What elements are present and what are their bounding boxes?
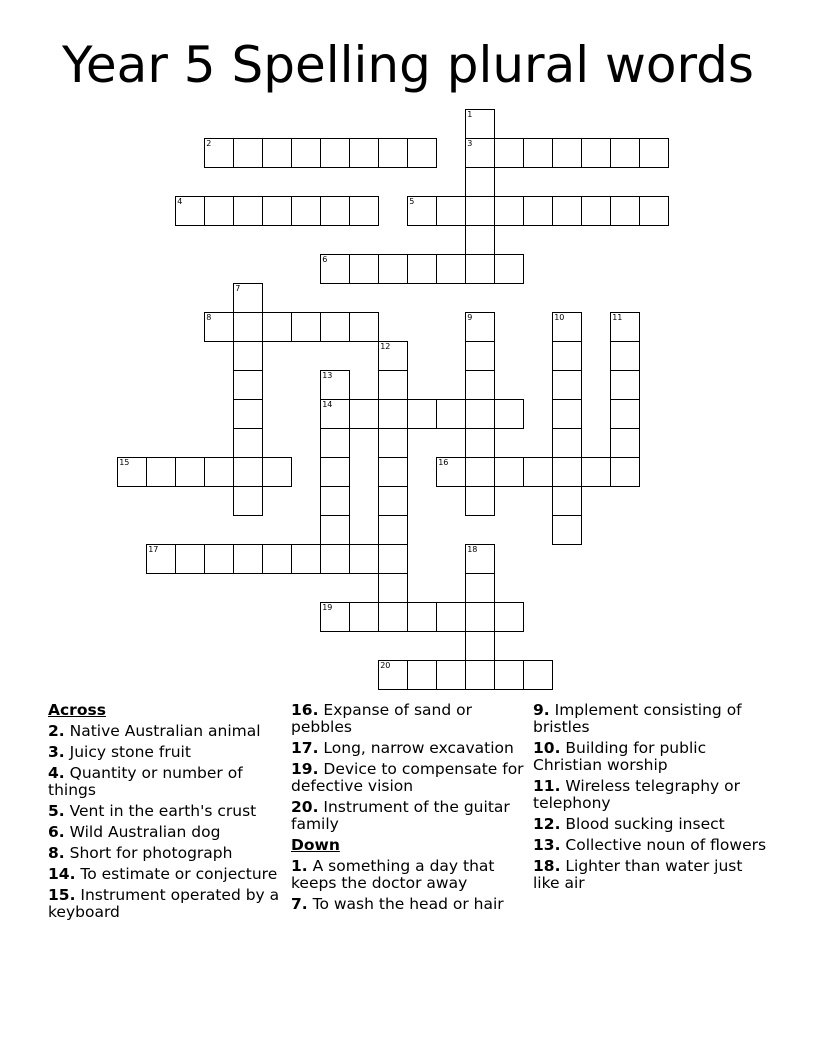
grid-cell[interactable] (204, 312, 234, 342)
clue-down-1: 1. A something a day that keeps the doctor away (291, 857, 495, 892)
grid-cell[interactable] (494, 602, 524, 632)
grid-cell[interactable] (494, 196, 524, 226)
grid-cell[interactable] (523, 196, 553, 226)
clue-number: 9 (467, 313, 473, 323)
clue-across-16: 16. Expanse of sand or pebbles (291, 701, 472, 736)
grid-cell[interactable] (581, 138, 611, 168)
grid-cell[interactable] (349, 312, 379, 342)
grid-cell[interactable] (320, 602, 350, 632)
clue-number: 3 (467, 139, 473, 149)
clue-number: 4 (177, 197, 183, 207)
grid-cell[interactable] (436, 254, 466, 284)
clues-column-2 (291, 700, 526, 917)
grid-cell[interactable] (610, 138, 640, 168)
grid-cell[interactable] (320, 370, 350, 400)
clue-number: 10 (554, 313, 565, 323)
grid-cell[interactable] (465, 196, 495, 226)
grid-cell[interactable] (465, 225, 495, 255)
grid-cell[interactable] (552, 515, 582, 545)
clues-column-1 (48, 700, 280, 925)
grid-cell[interactable] (378, 399, 408, 429)
grid-cell[interactable] (523, 457, 553, 487)
clues-column-3 (533, 700, 773, 896)
clue-number: 6 (322, 255, 328, 265)
grid-cell[interactable] (436, 196, 466, 226)
grid-cell[interactable] (175, 544, 205, 574)
grid-cell[interactable] (465, 399, 495, 429)
grid-cell[interactable] (291, 544, 321, 574)
grid-cell[interactable] (639, 196, 669, 226)
grid-cell[interactable] (407, 254, 437, 284)
grid-cell[interactable] (233, 399, 263, 429)
grid-cell[interactable] (581, 457, 611, 487)
grid-cell[interactable] (552, 138, 582, 168)
grid-cell[interactable] (465, 312, 495, 342)
clue-number: 7 (235, 284, 241, 294)
grid-cell[interactable] (465, 573, 495, 603)
clue-across-2: 2. Native Australian animal (48, 722, 261, 740)
grid-cell[interactable] (494, 457, 524, 487)
grid-cell[interactable] (320, 196, 350, 226)
grid-cell[interactable] (262, 196, 292, 226)
grid-cell[interactable] (320, 486, 350, 516)
clue-across-17: 17. Long, narrow excavation (291, 739, 514, 757)
grid-cell[interactable] (204, 457, 234, 487)
clue-number: 5 (409, 197, 415, 207)
grid-cell[interactable] (204, 196, 234, 226)
clue-number: 2 (206, 139, 212, 149)
grid-cell[interactable] (465, 109, 495, 139)
grid-cell[interactable] (378, 573, 408, 603)
grid-cell[interactable] (610, 341, 640, 371)
grid-cell[interactable] (465, 486, 495, 516)
clue-number: 17 (148, 545, 159, 555)
grid-cell[interactable] (349, 602, 379, 632)
grid-cell[interactable] (465, 457, 495, 487)
grid-cell[interactable] (146, 457, 176, 487)
grid-cell[interactable] (436, 457, 466, 487)
grid-cell[interactable] (523, 660, 553, 690)
clue-across-8: 8. Short for photograph (48, 844, 233, 862)
grid-cell[interactable] (378, 341, 408, 371)
grid-cell[interactable] (320, 138, 350, 168)
grid-cell[interactable] (494, 138, 524, 168)
grid-cell[interactable] (407, 660, 437, 690)
grid-cell[interactable] (233, 341, 263, 371)
clue-across-19: 19. Device to compensate for defective vision (291, 760, 524, 795)
grid-cell[interactable] (610, 399, 640, 429)
grid-cell[interactable] (320, 312, 350, 342)
grid-cell[interactable] (320, 544, 350, 574)
grid-cell[interactable] (378, 138, 408, 168)
clue-across-4: 4. Quantity or number of things (48, 764, 243, 799)
grid-cell[interactable] (494, 660, 524, 690)
grid-cell[interactable] (494, 254, 524, 284)
grid-cell[interactable] (233, 544, 263, 574)
page-title: Year 5 Spelling plural words (62, 36, 754, 94)
clue-down-13: 13. Collective noun of flowers (533, 836, 767, 854)
grid-cell[interactable] (378, 515, 408, 545)
grid-cell[interactable] (117, 457, 147, 487)
grid-cell[interactable] (349, 254, 379, 284)
grid-cell[interactable] (233, 138, 263, 168)
grid-cell[interactable] (465, 631, 495, 661)
grid-cell[interactable] (552, 196, 582, 226)
grid-cell[interactable] (291, 312, 321, 342)
grid-cell[interactable] (320, 254, 350, 284)
grid-cell[interactable] (494, 399, 524, 429)
grid-cell[interactable] (291, 138, 321, 168)
grid-cell[interactable] (320, 457, 350, 487)
grid-cell[interactable] (233, 457, 263, 487)
grid-cell[interactable] (407, 399, 437, 429)
grid-cell[interactable] (262, 544, 292, 574)
grid-cell[interactable] (233, 486, 263, 516)
grid-cell[interactable] (320, 399, 350, 429)
clue-across-6: 6. Wild Australian dog (48, 823, 221, 841)
grid-cell[interactable] (262, 457, 292, 487)
clue-number: 18 (467, 545, 478, 555)
grid-cell[interactable] (233, 370, 263, 400)
grid-cell[interactable] (436, 660, 466, 690)
grid-cell[interactable] (581, 196, 611, 226)
grid-cell[interactable] (291, 196, 321, 226)
grid-cell[interactable] (610, 196, 640, 226)
grid-cell[interactable] (610, 312, 640, 342)
grid-cell[interactable] (233, 428, 263, 458)
grid-cell[interactable] (349, 544, 379, 574)
grid-cell[interactable] (610, 428, 640, 458)
clue-down-18: 18. Lighter than water just like air (533, 857, 743, 892)
grid-cell[interactable] (262, 138, 292, 168)
clue-number: 14 (322, 400, 333, 410)
grid-cell[interactable] (552, 312, 582, 342)
grid-cell[interactable] (175, 457, 205, 487)
grid-cell[interactable] (378, 428, 408, 458)
clue-down-11: 11. Wireless telegraphy or telephony (533, 777, 740, 812)
clue-number: 11 (612, 313, 623, 323)
clue-number: 16 (438, 458, 449, 468)
clue-across-3: 3. Juicy stone fruit (48, 743, 191, 761)
grid-cell[interactable] (552, 399, 582, 429)
clue-across-20: 20. Instrument of the guitar family (291, 798, 510, 833)
clue-down-7: 7. To wash the head or hair (291, 895, 504, 913)
clue-across-14: 14. To estimate or conjecture (48, 865, 278, 883)
across-heading: Across (48, 701, 106, 719)
clue-number: 12 (380, 342, 391, 352)
clue-down-10: 10. Building for public Christian worship (533, 739, 707, 774)
grid-cell[interactable] (320, 428, 350, 458)
grid-cell[interactable] (233, 312, 263, 342)
grid-cell[interactable] (407, 196, 437, 226)
grid-cell[interactable] (204, 138, 234, 168)
clue-across-5: 5. Vent in the earth's crust (48, 802, 257, 820)
grid-cell[interactable] (233, 283, 263, 313)
grid-cell[interactable] (639, 138, 669, 168)
grid-cell[interactable] (378, 544, 408, 574)
grid-cell[interactable] (552, 457, 582, 487)
clue-number: 15 (119, 458, 130, 468)
grid-cell[interactable] (436, 399, 466, 429)
grid-cell[interactable] (465, 660, 495, 690)
grid-cell[interactable] (552, 370, 582, 400)
grid-cell[interactable] (378, 254, 408, 284)
grid-cell[interactable] (262, 312, 292, 342)
grid-cell[interactable] (465, 341, 495, 371)
grid-cell[interactable] (610, 370, 640, 400)
grid-cell[interactable] (204, 544, 234, 574)
grid-cell[interactable] (465, 544, 495, 574)
grid-cell[interactable] (552, 341, 582, 371)
grid-cell[interactable] (378, 370, 408, 400)
grid-cell[interactable] (146, 544, 176, 574)
clue-number: 20 (380, 661, 391, 671)
grid-cell[interactable] (523, 138, 553, 168)
grid-cell[interactable] (436, 602, 466, 632)
grid-cell[interactable] (407, 138, 437, 168)
grid-cell[interactable] (465, 167, 495, 197)
grid-cell[interactable] (378, 660, 408, 690)
grid-cell[interactable] (349, 196, 379, 226)
grid-cell[interactable] (465, 428, 495, 458)
grid-cell[interactable] (320, 515, 350, 545)
grid-cell[interactable] (610, 457, 640, 487)
grid-cell[interactable] (465, 602, 495, 632)
clue-across-15: 15. Instrument operated by a keyboard (48, 886, 280, 921)
clue-number: 13 (322, 371, 333, 381)
grid-cell[interactable] (378, 602, 408, 632)
grid-cell[interactable] (233, 196, 263, 226)
grid-cell[interactable] (349, 399, 379, 429)
grid-cell[interactable] (378, 486, 408, 516)
clue-number: 1 (467, 110, 473, 120)
grid-cell[interactable] (378, 457, 408, 487)
clue-number: 19 (322, 603, 333, 613)
grid-cell[interactable] (349, 138, 379, 168)
clue-number: 8 (206, 313, 212, 323)
grid-cell[interactable] (552, 486, 582, 516)
clue-down-12: 12. Blood sucking insect (533, 815, 725, 833)
grid-cell[interactable] (175, 196, 205, 226)
grid-cell[interactable] (465, 138, 495, 168)
grid-cell[interactable] (465, 370, 495, 400)
grid-cell[interactable] (407, 602, 437, 632)
down-heading: Down (291, 836, 340, 854)
grid-cell[interactable] (552, 428, 582, 458)
clue-down-9: 9. Implement consisting of bristles (533, 701, 742, 736)
grid-cell[interactable] (465, 254, 495, 284)
